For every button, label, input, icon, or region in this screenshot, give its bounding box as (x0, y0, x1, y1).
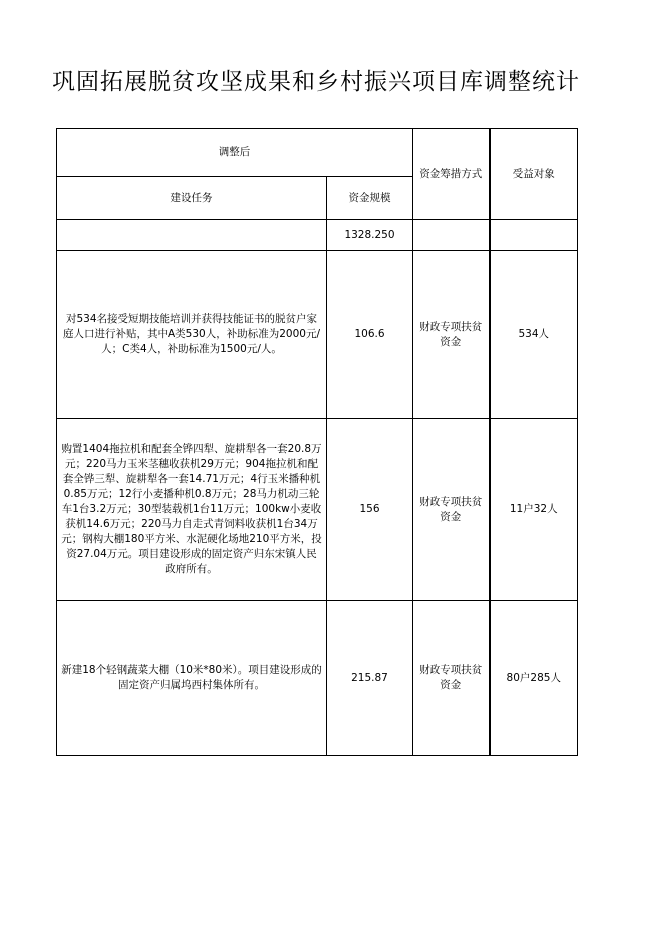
row-scale: 156 (327, 419, 413, 601)
row-beneficiary: 11户32人 (490, 419, 578, 601)
total-scale: 1328.250 (327, 220, 413, 251)
row-scale: 215.87 (327, 601, 413, 756)
header-task: 建设任务 (57, 177, 327, 220)
page-title: 巩固拓展脱贫攻坚成果和乡村振兴项目库调整统计 (52, 69, 580, 95)
total-row (57, 220, 578, 251)
header-adjusted: 调整后 (57, 129, 413, 177)
header-funding: 资金筹措方式 (413, 129, 490, 220)
header-beneficiary: 受益对象 (490, 129, 578, 220)
header-row-1 (57, 129, 578, 177)
total-beneficiary-cell (490, 220, 578, 251)
row-funding: 财政专项扶贫资金 (413, 419, 490, 601)
total-task-cell (57, 220, 327, 251)
row-task: 对534名接受短期技能培训并获得技能证书的脱贫户家庭人口进行补贴，其中A类530人，补助标准为2000元/人；C类4人，补助标准为1500元/人。 (57, 251, 327, 419)
row-beneficiary: 80户285人 (490, 601, 578, 756)
total-funding-cell (413, 220, 490, 251)
row-scale: 106.6 (327, 251, 413, 419)
table-row (57, 601, 578, 756)
table-row (57, 251, 578, 419)
project-table (56, 128, 578, 756)
table-row (57, 419, 578, 601)
row-beneficiary: 534人 (490, 251, 578, 419)
header-scale: 资金规模 (327, 177, 413, 220)
row-funding: 财政专项扶贫资金 (413, 601, 490, 756)
row-task: 新建18个轻钢蔬菜大棚（10米*80米）。项目建设形成的固定资产归属坞西村集体所有。 (57, 601, 327, 756)
row-funding: 财政专项扶贫资金 (413, 251, 490, 419)
row-task: 购置1404拖拉机和配套全铧四犁、旋耕犁各一套20.8万元；220马力玉米茎穗收获机29万元；904拖拉机和配套全铧三犁、旋耕犁各一套14.71万元；4行玉米播种机0.85万元；12行小麦播种机0.8万元；28马力机动三轮车1台3.2万元；30型装载机1台11万元；100kw小麦收获机14.6万元；220马力自走式青饲料收获机1台34万元；钢构大棚180平方米、水泥硬化场地210平方米，投资27.04万元。项目建设形成的固定资产归东宋镇人民政府所有。 (57, 419, 327, 601)
